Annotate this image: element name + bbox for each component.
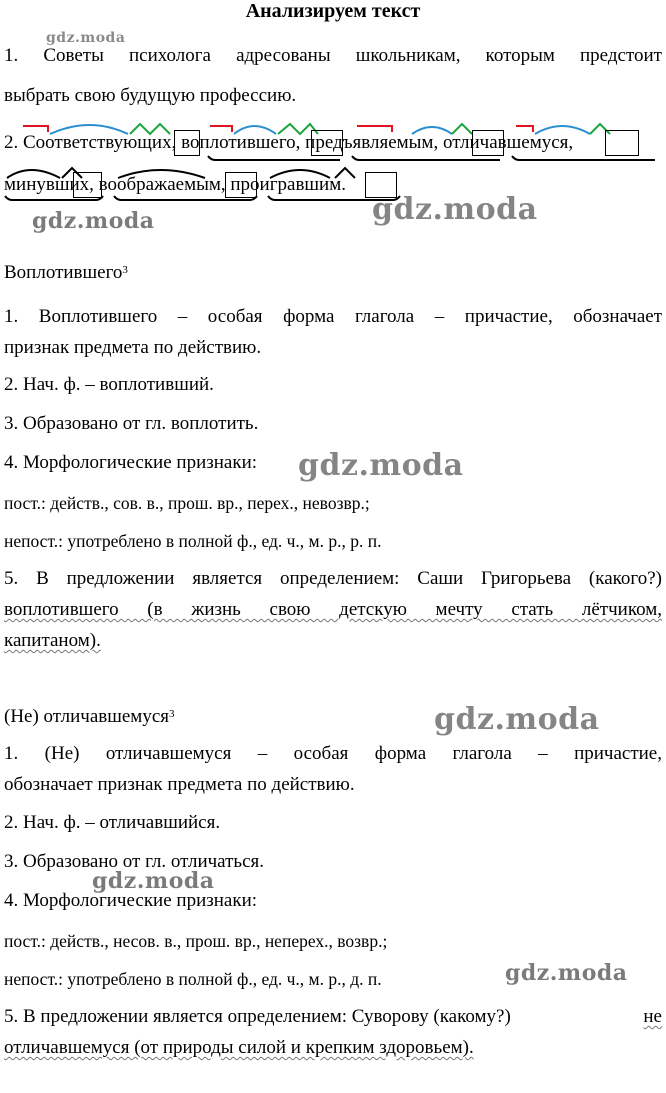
analysis1-heading-text: Воплотившего (4, 262, 123, 283)
analysis1-p3: 3. Образовано от гл. воплотить. (4, 413, 259, 434)
analysis1-p2: 2. Нач. ф. – воплотивший. (4, 374, 214, 395)
watermark: gdz.moda (434, 702, 600, 737)
watermark: gdz.moda (372, 192, 538, 227)
analysis2-p5-line1-tail: не (643, 1006, 662, 1027)
analysis1-p4: 4. Морфологические признаки: (4, 452, 258, 473)
analysis1-p5-line2-text: воплотившего (в жизнь свою детскую мечту стать лётчиком, (4, 599, 662, 620)
analysis2-p3: 3. Образовано от гл. отличаться. (4, 851, 265, 872)
analysis1-nonconst: непост.: употреблено в полной ф., ед. ч., м. р., р. п. (4, 531, 382, 551)
analysis1-heading-sup: 3 (122, 264, 128, 276)
page-title: Анализируем текст (245, 0, 421, 22)
analysis2-heading-sup: 3 (169, 708, 175, 720)
analysis1-p5-line3 (4, 630, 662, 652)
analysis2-const: пост.: действ., несов. в., прош. вр., неперех., возвр.; (4, 931, 388, 951)
analysis2-heading-text: (Не) отличавшемуся (4, 706, 170, 727)
watermark: gdz.moda (92, 868, 215, 894)
analysis1-const: пост.: действ., сов. в., прош. вр., перех., невозвр.; (4, 493, 370, 513)
analysis2-p5-line2 (4, 1037, 662, 1059)
analysis1-p5-line3-text: капитаном). (4, 630, 101, 651)
analysis2-nonconst: непост.: употреблено в полной ф., ед. ч., м. р., д. п. (4, 969, 382, 989)
analysis2-p1-line1: 1. (Не) отличавшемуся – особая форма глагола – причастие, (4, 743, 662, 764)
watermark: gdz.moda (32, 208, 155, 234)
analysis1-p5-line1: 5. В предложении является определением: Саши Григорьева (какого?) (4, 568, 662, 589)
task2-line-2: минувших, воображаемым, проигравшим. (4, 174, 346, 195)
analysis1-p1-line2: признак предмета по действию. (4, 337, 262, 358)
task1-line-2: выбрать свою будущую профессию. (4, 85, 297, 106)
analysis2-p4: 4. Морфологические признаки: (4, 890, 258, 911)
watermark: gdz.moda (505, 960, 628, 986)
analysis2-p5-line2-text: отличавшемуся (от природы силой и крепким здоровьем). (4, 1037, 474, 1058)
watermark: gdz.moda (46, 30, 126, 46)
task2-line-1: 2. Соответствующих, воплотившего, предъявляемым, отличавшемуся, (4, 132, 574, 153)
analysis2-p1-line2: обозначает признак предмета по действию. (4, 774, 355, 795)
analysis2-p5-line1 (4, 1006, 662, 1028)
analysis2-p5-line1-text: 5. В предложении является определением: Суворову (какому?) (4, 1006, 511, 1027)
analysis1-p5-line2 (4, 599, 662, 621)
analysis2-p2: 2. Нач. ф. – отличавшийся. (4, 812, 221, 833)
analysis1-p1-line1: 1. Воплотившего – особая форма глагола – причастие, обозначает (4, 306, 662, 327)
task1-line-1: 1. Советы психолога адресованы школьникам, которым предстоит (4, 45, 662, 66)
watermark: gdz.moda (298, 448, 464, 483)
analysis1-heading (4, 262, 662, 284)
